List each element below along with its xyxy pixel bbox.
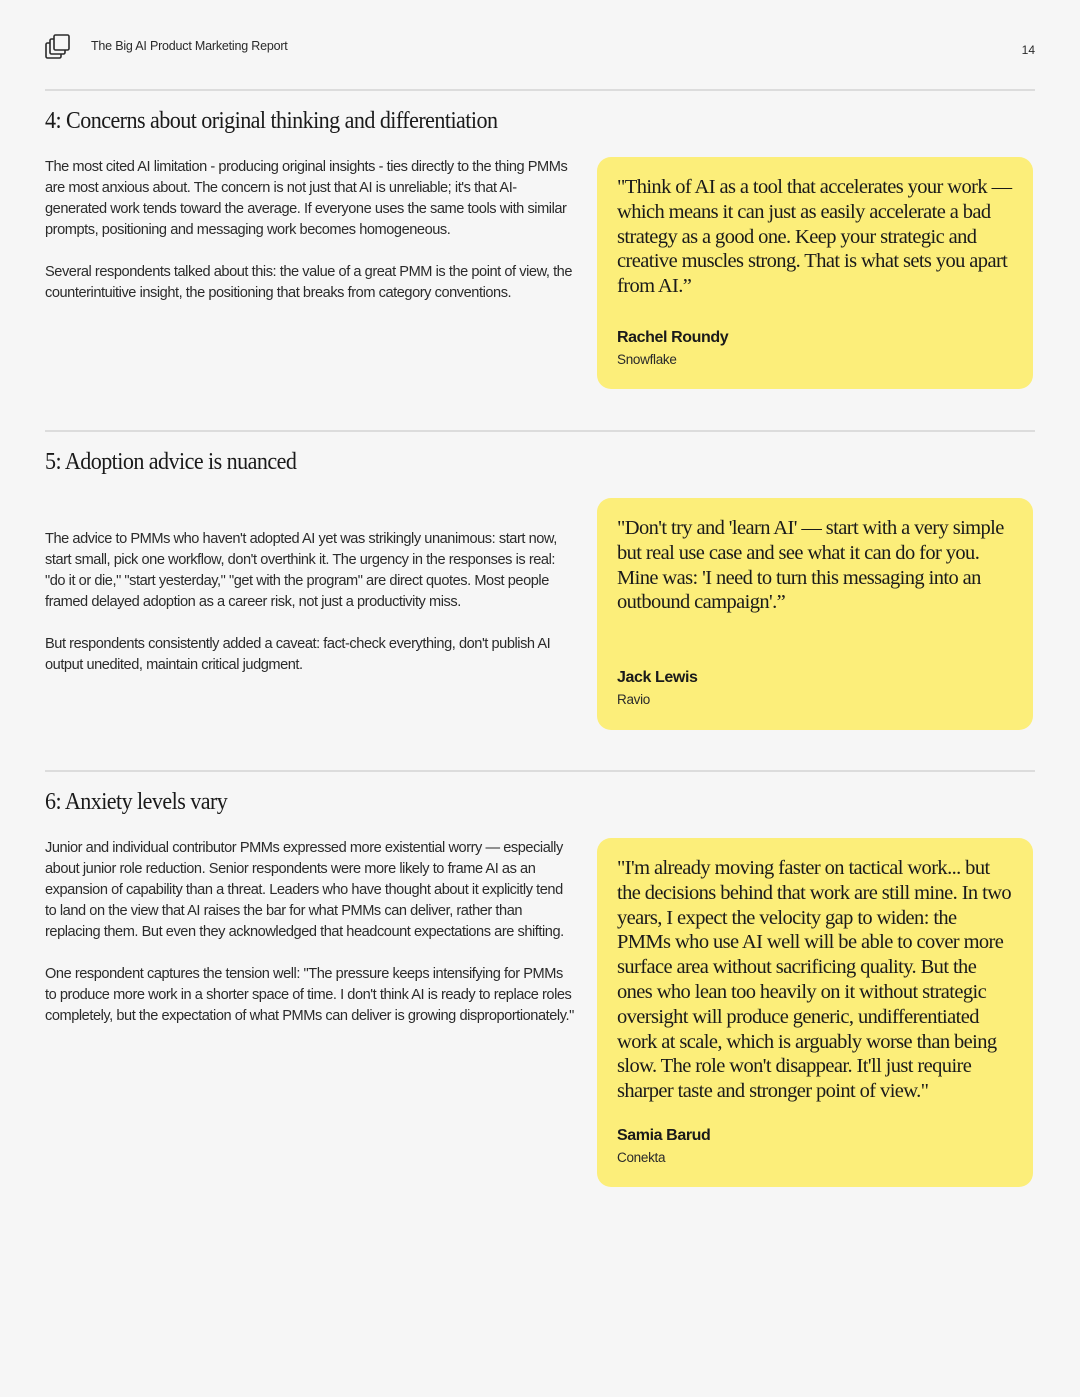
quote-card — [597, 498, 1033, 730]
section-title: 4: Concerns about original thinking and differentiation — [45, 108, 498, 134]
section-body — [45, 838, 575, 1048]
quote-company: Snowflake — [617, 352, 677, 367]
quote-author: Jack Lewis — [617, 669, 698, 686]
section-body — [45, 529, 575, 697]
section-title: 5: Adoption advice is nuanced — [45, 449, 297, 475]
page-header — [45, 32, 1035, 62]
report-title: The Big AI Product Marketing Report — [91, 39, 288, 53]
section-divider — [45, 89, 1035, 91]
body-paragraph: Several respondents talked about this: the value of a great PMM is the point of view, the counterintuitive insight, the positioning that breaks from category conventions. — [45, 264, 573, 301]
page-number: 14 — [1021, 43, 1035, 57]
quote-card — [597, 838, 1033, 1187]
quote-text: "Don't try and 'learn AI' — start with a very simple but real use case and see what it can do for you. Mine was: 'I need to turn this messaging into an outbound campaign'.” — [617, 517, 1004, 614]
section-divider — [45, 770, 1035, 772]
body-paragraph: The most cited AI limitation - producing original insights - ties directly to the thing PMMs are most anxious about. The concern is not just that AI is unreliable; it's that AI-generated work tends toward the average. If everyone uses the same tools with similar prompts, positioning and messaging work becomes homogeneous. — [45, 159, 568, 238]
section-title: 6: Anxiety levels vary — [45, 789, 228, 815]
quote-text: "I'm already moving faster on tactical work... but the decisions behind that work are still mine. In two years, I expect the velocity gap to widen: the PMMs who use AI well will be able to cover more surface area without sacrificing quality. But the ones who lean too heavily on it without strategic oversight will produce generic, undifferentiated work at scale, which is arguably worse than being slow. The role won't disappear. It'll just require sharper taste and stronger point of view." — [617, 857, 1012, 1103]
body-paragraph: One respondent captures the tension well: "The pressure keeps intensifying for PMMs to produce more work in a shorter space of time. I don't think AI is ready to replace roles completely, but the expectation of what PMMs can deliver is growing disproportionately." — [45, 966, 574, 1024]
quote-author: Samia Barud — [617, 1127, 711, 1144]
quote-company: Ravio — [617, 692, 651, 707]
body-paragraph: Junior and individual contributor PMMs expressed more existential worry — especially about junior role reduction. Senior respondents were more likely to frame AI as an expansion of capability than a threat. Leaders who have thought about it explicitly tend to land on the view that AI raises the bar for what PMMs can deliver, rather than replacing them. But even they acknowledged that headcount expectations are shifting. — [45, 840, 564, 940]
quote-card — [597, 157, 1033, 389]
section-body — [45, 157, 575, 325]
section-divider — [45, 430, 1035, 432]
quote-text: "Think of AI as a tool that accelerates your work — which means it can just as easily accelerate a bad strategy as a good one. Keep your strategic and creative muscles strong. That is what sets you apart from AI.” — [617, 176, 1012, 298]
body-paragraph: The advice to PMMs who haven't adopted AI yet was strikingly unanimous: start now, start small, pick one workflow, don't overthink it. The urgency in the responses is real: "do it or die," "start yesterday," "get with the program" are direct quotes. Most people framed delayed adoption as a career risk, not just a productivity miss. — [45, 531, 557, 610]
body-paragraph: But respondents consistently added a caveat: fact-check everything, don't publish AI output unedited, maintain critical judgment. — [45, 636, 551, 673]
report-logo-icon — [45, 34, 71, 60]
quote-author: Rachel Roundy — [617, 329, 729, 346]
quote-company: Conekta — [617, 1150, 666, 1165]
